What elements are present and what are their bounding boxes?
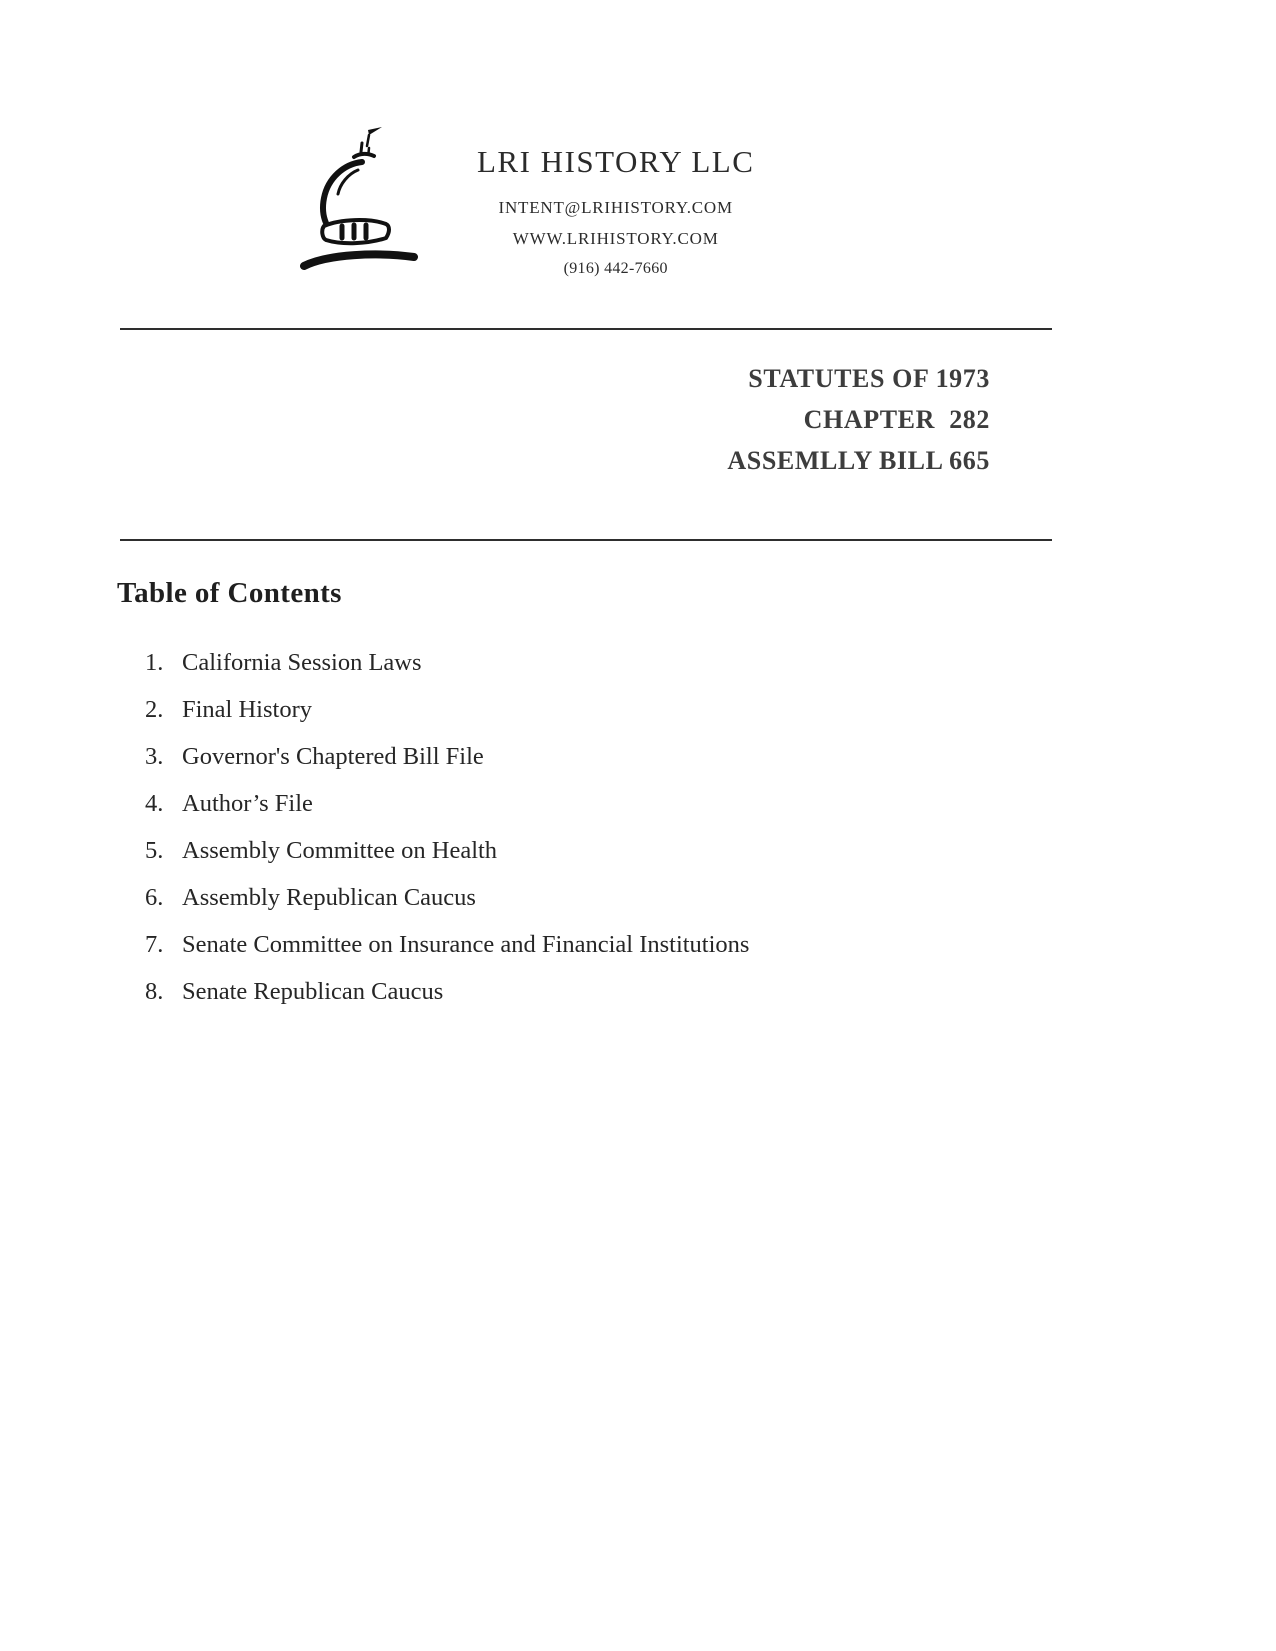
toc-item-number: 7. xyxy=(145,931,164,958)
toc-item-number: 6. xyxy=(145,884,164,911)
chapter-line: CHAPTER 282 xyxy=(803,405,990,434)
capitol-dome-sketch-icon xyxy=(298,126,443,284)
assembly-bill-line: ASSEMLLY BILL 665 xyxy=(727,446,990,475)
document-header xyxy=(0,0,1276,284)
toc-list xyxy=(145,650,1276,1005)
phone-text: (916) 442-7660 xyxy=(563,260,668,277)
divider-top xyxy=(120,328,1052,330)
website-text: WWW.LRIHISTORY.COM xyxy=(512,229,719,248)
toc-item-number: 2. xyxy=(145,696,164,723)
toc-item xyxy=(145,791,1276,817)
email-text: INTENT@LRIHISTORY.COM xyxy=(498,198,733,217)
toc-item-label: Senate Republican Caucus xyxy=(182,978,444,1005)
toc-item-label: California Session Laws xyxy=(182,649,422,676)
toc-item-number: 3. xyxy=(145,743,164,770)
toc-item-number: 1. xyxy=(145,649,164,676)
toc-item-number: 4. xyxy=(145,790,164,817)
toc-item xyxy=(145,979,1276,1005)
toc-heading: Table of Contents xyxy=(117,577,342,609)
org-info-block xyxy=(477,144,754,284)
toc-item xyxy=(145,932,1276,958)
toc-item-label: Final History xyxy=(182,696,312,723)
toc-item-label: Assembly Republican Caucus xyxy=(182,884,476,911)
toc-item-label: Governor's Chaptered Bill File xyxy=(182,743,484,770)
toc-item-label: Senate Committee on Insurance and Financial Institutions xyxy=(182,931,750,958)
toc-item-number: 5. xyxy=(145,837,164,864)
toc-item-number: 8. xyxy=(145,978,164,1005)
toc-item-label: Assembly Committee on Health xyxy=(182,837,498,864)
divider-bottom xyxy=(120,539,1052,541)
toc-item-label: Author’s File xyxy=(182,790,313,817)
company-name: LRI HISTORY LLC xyxy=(477,144,755,179)
statutes-year-line: STATUTES OF 1973 xyxy=(748,364,990,393)
toc-item xyxy=(145,744,1276,770)
statutes-title-block xyxy=(0,358,990,481)
toc-item xyxy=(145,838,1276,864)
toc-item xyxy=(145,697,1276,723)
toc-item xyxy=(145,650,1276,676)
toc-item xyxy=(145,885,1276,911)
